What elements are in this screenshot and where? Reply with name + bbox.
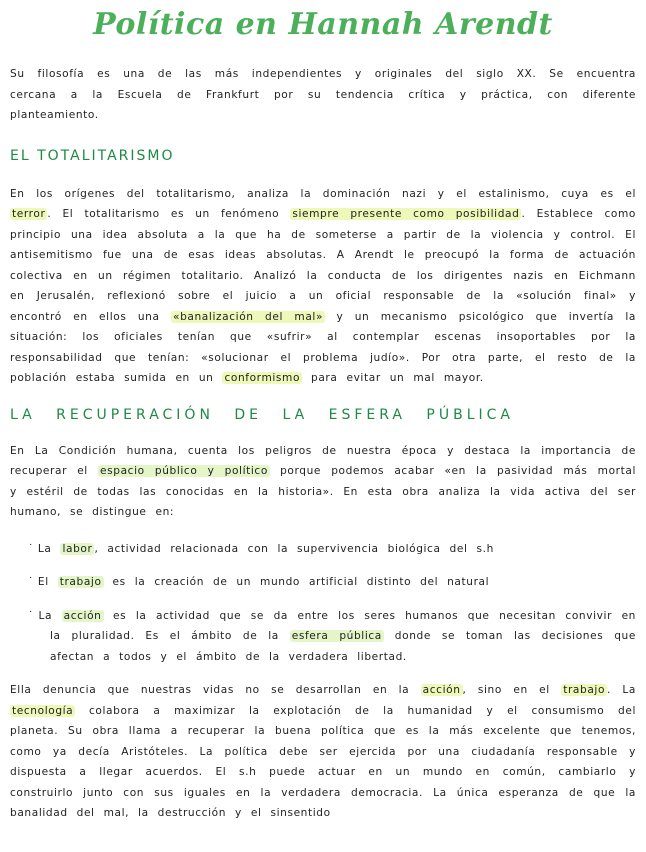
intro-paragraph: Su filosofía es una de las más independientes y originales del siglo XX. Se encuentra cercana a la Escuela de Frankfurt por su tendencia crítica y práctica, con diferente planteamiento.	[10, 68, 636, 121]
text-run: colabora a maximizar la explotación de la humanidad y el consumismo del planeta. Su obra llama a recuperar la buena política que es la más excelente que tenemos, como ya decía Aristóteles. La política debe ser ejercida por una ciudadanía responsable y dispuesta a llegar acuerdos. El s.h puede actuar en un mundo en común, cambiarlo y construirlo junto con sus iguales en la verdadera democracia. La única esperanza de que la banalidad del mal, la destrucción y el sinsentido	[10, 704, 636, 819]
bullet-icon: ˙	[28, 542, 34, 555]
highlight-terror: terror	[12, 208, 46, 220]
list-item-trabajo	[28, 572, 636, 593]
text-run: La	[37, 542, 61, 555]
text-run: es la actividad que se da entre los seres humanos que necesitan convivir en la pluralidad. Es el ámbito de la	[50, 609, 636, 642]
esfera-publica-paragraph	[10, 441, 636, 523]
text-run: , actividad relacionada con la supervivencia biológica del s.h	[94, 542, 494, 555]
text-run: En La Condición humana, cuenta los peligros de nuestra época y destaca la importancia de recuperar el	[10, 444, 636, 477]
highlight-trabajo: trabajo	[59, 576, 102, 588]
highlight-espacio-publico: espacio público y político	[100, 465, 268, 477]
highlight-siempre-presente: siempre presente como posibilidad	[292, 208, 520, 220]
highlight-banalizacion: «banalización del mal»	[173, 310, 324, 323]
closing-paragraph	[10, 680, 636, 824]
text-run: para evitar un mal mayor.	[302, 372, 484, 384]
section-heading-totalitarismo: EL TOTALITARISMO	[10, 147, 175, 164]
highlight-conformismo: conformismo	[224, 372, 301, 384]
highlight-tecnologia: tecnología	[12, 704, 74, 717]
text-run: y un mecanismo psicológico que invertía la situación: los oficiales tenían que «sufrir» al contemplar escenas insoportables por la responsabilidad que tenían: «solucionar el problema judío». Por otra parte, el resto de la población estaba sumida en un	[10, 310, 636, 384]
text-run: . El totalitarismo es un fenómeno	[47, 208, 291, 220]
list-item-accion	[28, 606, 636, 668]
vida-activa-list	[28, 539, 636, 668]
text-run: Ella denuncia que nuestras vidas no se desarrollan en la	[10, 684, 421, 696]
text-run: . La	[607, 684, 636, 696]
bullet-icon: ˙	[28, 576, 34, 588]
highlight-accion-closing: acción	[422, 684, 461, 696]
section-heading-esfera-publica: LA RECUPERACIÓN DE LA ESFERA PÚBLICA	[10, 406, 514, 423]
text-run: El	[37, 576, 58, 588]
text-run: La	[38, 609, 62, 622]
text-run: En los orígenes del totalitarismo, analiza la dominación nazi y el estalinismo, cuya es el	[10, 187, 636, 200]
text-run: , sino en el	[462, 684, 562, 696]
text-run: porque podemos acabar «en la pasividad más mortal y estéril de todas las conocidas en la historia». En esta obra analiza la vida activa del ser humano, se distingue en:	[10, 465, 636, 518]
page-title: Política en Hannah Arendt	[93, 7, 553, 42]
highlight-labor: labor	[62, 542, 93, 555]
totalitarismo-paragraph	[10, 184, 636, 389]
highlight-esfera-publica: esfera pública	[291, 630, 382, 642]
text-run: es la creación de un mundo artificial distinto del natural	[103, 576, 490, 588]
text-run: donde se toman las decisiones que afectan a todos y el ámbito de la verdadera libertad.	[50, 630, 636, 663]
bullet-icon: ˙	[28, 609, 35, 622]
text-run: . Establece como principio una idea absoluta a la que ha de someterse a partir de la violencia y control. El antisemitismo fue una de esas ideas absolutas. A Arendt le preocupó la forma de actuación colectiva en un régimen totalitario. Analizó la conducta de los dirigentes nazis en Eichmann en Jerusalén, reflexionó sobre el juicio a un oficial responsable de la «solución final» y encontró en ellos una	[10, 208, 637, 323]
highlight-accion: acción	[63, 609, 102, 622]
list-item-labor	[28, 539, 636, 560]
note-page	[0, 4, 646, 852]
highlight-trabajo-closing: trabajo	[563, 684, 606, 696]
